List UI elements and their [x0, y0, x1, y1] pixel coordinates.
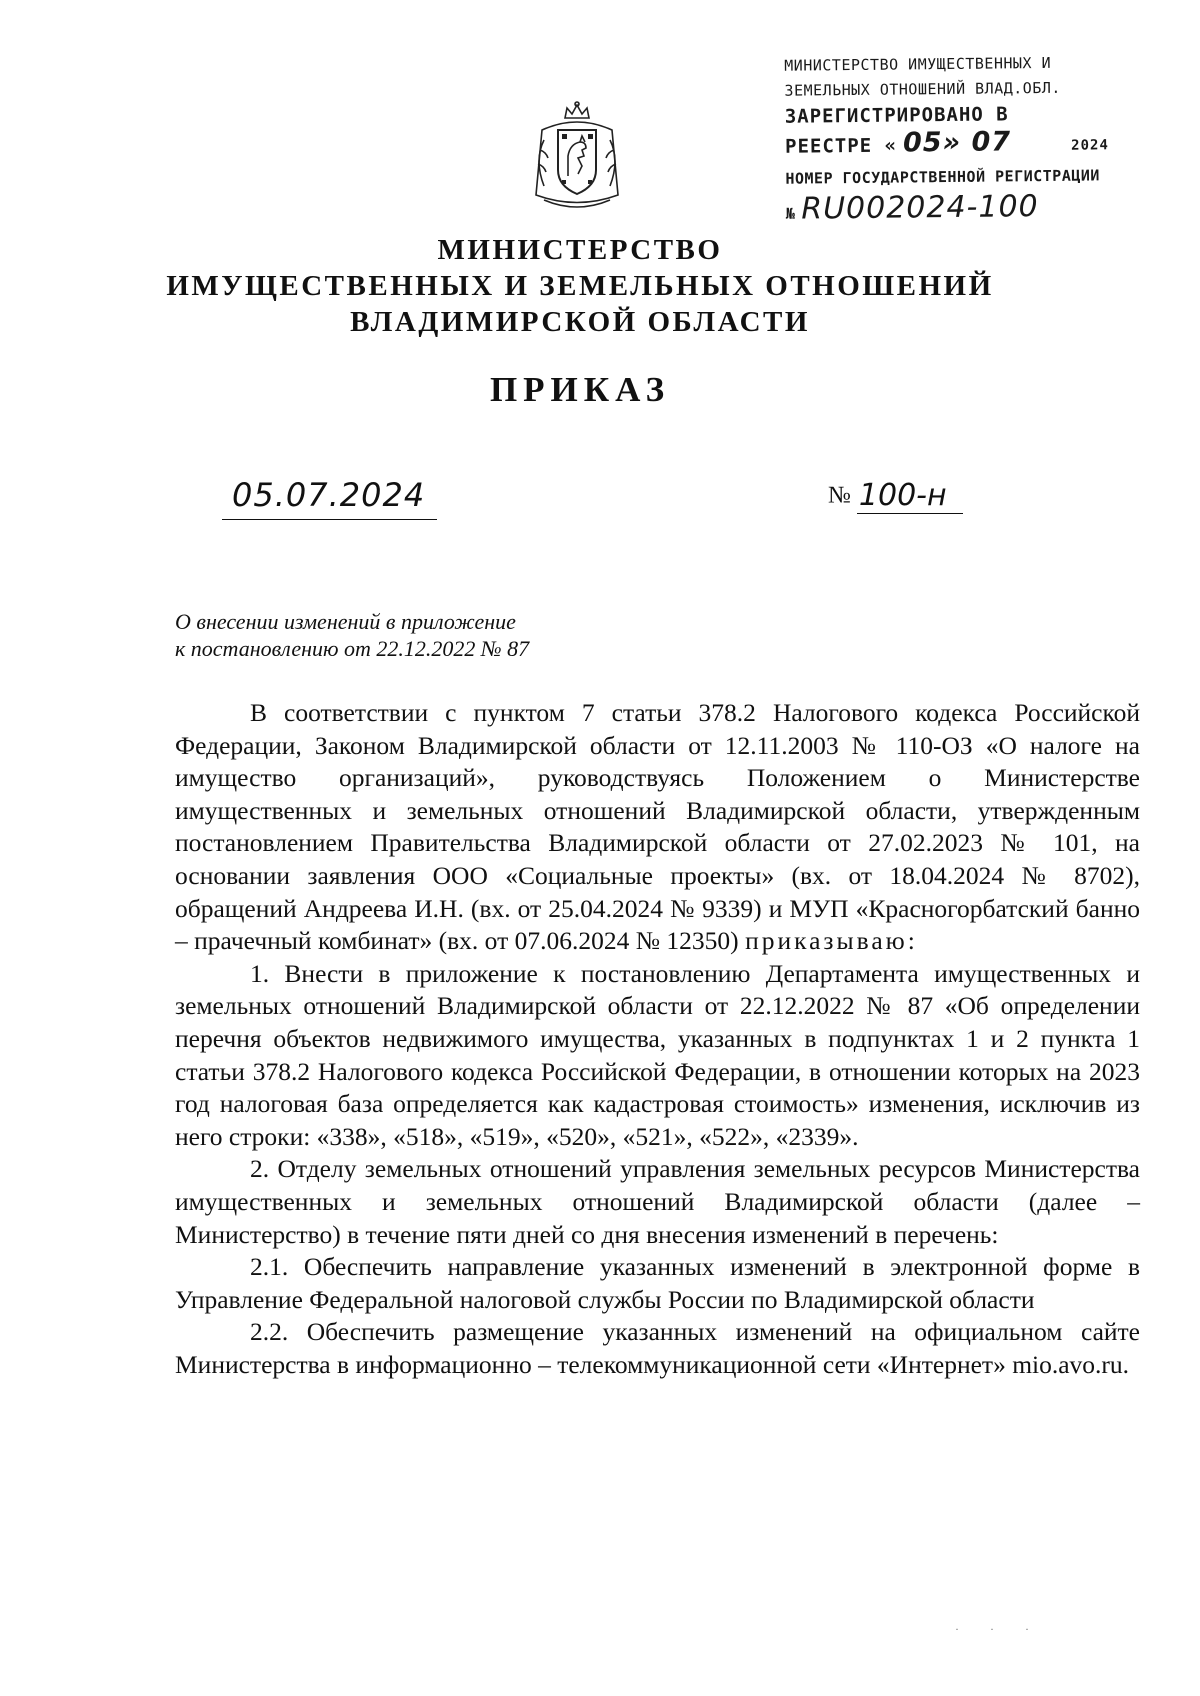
order-number	[828, 478, 963, 522]
stamp-line-ministry: МИНИСТЕРСТВО ИМУЩЕСТВЕННЫХ И	[784, 53, 1052, 75]
stamp-registered: ЗАРЕГИСТРИРОВАНО В	[784, 103, 1009, 128]
stamp-state-reg-row	[786, 188, 1116, 226]
stamp-registry-row	[785, 127, 1115, 162]
stamp-registry-year: 2024	[1071, 137, 1109, 154]
body-paragraph-item-2: 2. Отделу земельных отношений управления земельных ресурсов Министерства имущественных и земельных отношений Владимирской области (далее – Министерство) в течение пяти дней со дня внесения изменений в перечень:	[175, 1154, 1140, 1249]
date-underline	[222, 519, 437, 520]
subject-line-2: к постановлению от 22.12.2022 № 87	[175, 636, 530, 661]
stamp-state-reg-label: НОМЕР ГОСУДАРСТВЕННОЙ РЕГИСТРАЦИИ	[785, 166, 1101, 188]
order-number-handwritten: 100-н	[857, 478, 963, 514]
order-body	[175, 697, 1140, 1381]
order-word: приказываю:	[745, 926, 918, 956]
stamp-registry-date-handwritten: 05» 07	[902, 126, 1012, 159]
order-number-sign: №	[828, 482, 851, 509]
body-paragraph-item-1: 1. Внести в приложение к постановлению Департамента имущественных и земельных отношений Владимирской области от 22.12.2022 № 87 «Об определении перечня объектов недвижимого имущества, указанных в подпунктах 1 и 2 пункта 1 статьи 378.2 Налогового кодекса Российской Федерации, в отношении которых на 2023 год налоговая база определяется как кадастровая стоимость» изменения, исключив из него строки: «338», «518», «519», «520», «521», «522», «2339».	[175, 958, 1140, 1151]
stamp-state-reg-number-handwritten: RU002024-100	[801, 189, 1039, 227]
order-date-handwritten: 05.07.2024	[232, 476, 426, 514]
registration-stamp	[784, 50, 1116, 226]
order-date	[222, 470, 437, 526]
order-title: ПРИКАЗ	[489, 370, 671, 409]
ministry-line-1: МИНИСТЕРСТВО	[437, 234, 723, 266]
body-paragraph-preamble	[175, 697, 1140, 958]
preamble-text: В соответствии с пунктом 7 статьи 378.2 Налогового кодекса Российской Федерации, Законом Владимирской области от 12.11.2003 № 110-ОЗ «О налоге на имущество организаций», руководствуясь Положением о Министерстве имущественных и земельных отношений Владимирской области, утвержденным постановлением Правительства Владимирской области от 27.02.2023 № 101, на основании заявления ООО «Социальные проекты» (вх. от 18.04.2024 № 8702), обращений Андреева И.Н. (вх. от 25.04.2024 № 9339) и МУП «Красногорбатский банно – прачечный комбинат» (вх. от 07.06.2024 № 12350)	[175, 698, 1140, 956]
ministry-line-3: ВЛАДИМИРСКОЙ ОБЛАСТИ	[350, 306, 810, 338]
coat-of-arms-icon	[522, 100, 632, 215]
ministry-header	[150, 232, 1010, 340]
scan-specks: · · ·	[955, 1622, 1043, 1636]
stamp-state-reg-prefix: №	[785, 204, 796, 223]
body-paragraph-item-2-1: 2.1. Обеспечить направление указанных изменений в электронной форме в Управление Федеральной налоговой службы России по Владимирской области	[175, 1252, 1140, 1314]
order-subject	[175, 608, 635, 662]
stamp-line-region: ЗЕМЕЛЬНЫХ ОТНОШЕНИЙ ВЛАД.ОБЛ.	[784, 78, 1061, 100]
stamp-registry-prefix: РЕЕСТРЕ «	[784, 134, 898, 158]
ministry-line-2: ИМУЩЕСТВЕННЫХ И ЗЕМЕЛЬНЫХ ОТНОШЕНИЙ	[166, 270, 994, 302]
body-paragraph-item-2-2: 2.2. Обеспечить размещение указанных изменений на официальном сайте Министерства в информационно – телекоммуникационной сети «Интернет» mio.avo.ru.	[175, 1317, 1140, 1379]
subject-line-1: О внесении изменений в приложение	[175, 609, 516, 634]
